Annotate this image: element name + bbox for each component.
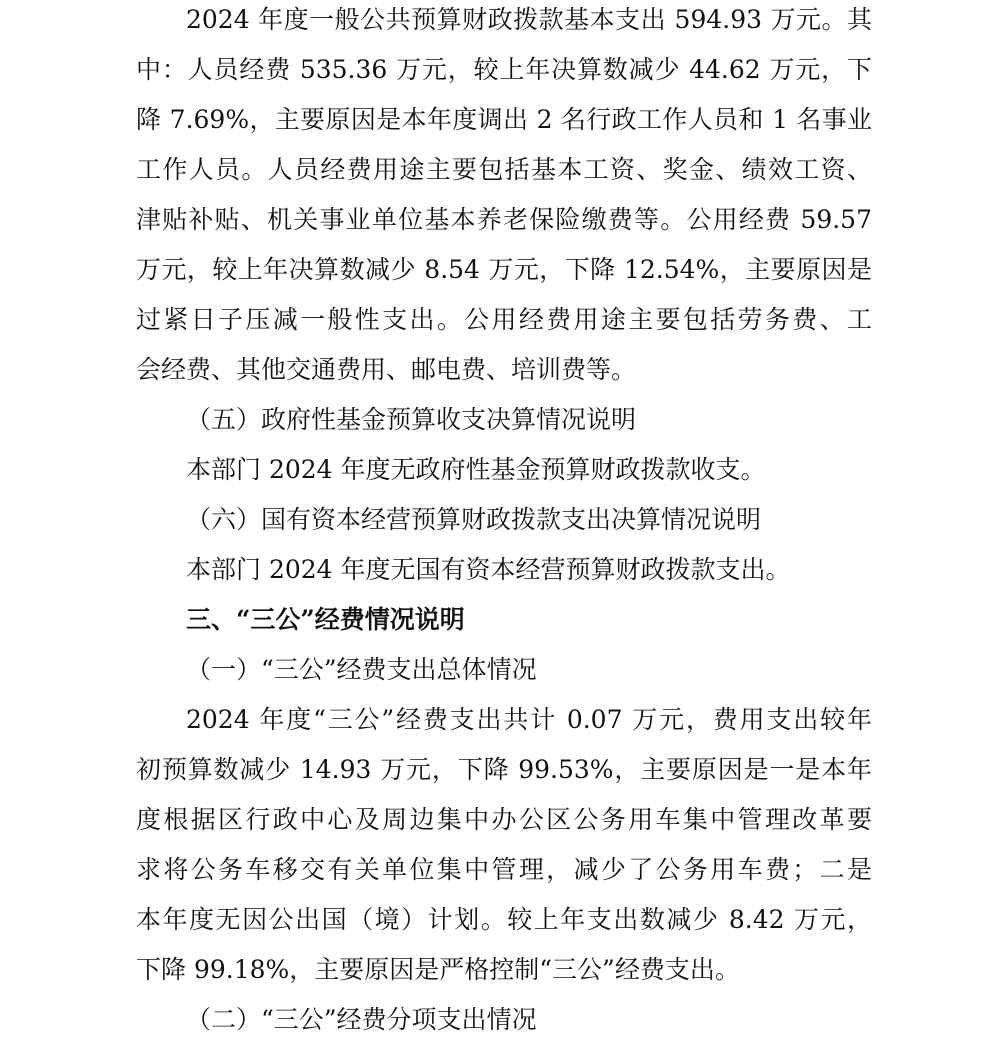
paragraph-line: 求将公务车移交有关单位集中管理，减少了公务用车费；二是 bbox=[136, 855, 872, 884]
paragraph-line: 本部门 2024 年度无国有资本经营预算财政拨款支出。 bbox=[186, 555, 791, 584]
paragraph-line: 度根据区行政中心及周边集中办公区公务用车集中管理改革要 bbox=[136, 805, 872, 834]
paragraph-line: 过紧日子压减一般性支出。公用经费用途主要包括劳务费、工 bbox=[136, 305, 872, 334]
paragraph-line: 万元，较上年决算数减少 8.54 万元，下降 12.54%，主要原因是 bbox=[136, 255, 872, 284]
paragraph-line: 降 7.69%，主要原因是本年度调出 2 名行政工作人员和 1 名事业 bbox=[136, 105, 872, 134]
paragraph-line: 工作人员。人员经费用途主要包括基本工资、奖金、绩效工资、 bbox=[136, 155, 872, 184]
paragraph-line: 下降 99.18%，主要原因是严格控制“三公”经费支出。 bbox=[136, 955, 740, 984]
paragraph-line: 本部门 2024 年度无政府性基金预算财政拨款收支。 bbox=[186, 455, 766, 484]
section-heading: （五）政府性基金预算收支决算情况说明 bbox=[186, 405, 637, 434]
paragraph-line: 本年度无因公出国（境）计划。较上年支出数减少 8.42 万元， bbox=[136, 905, 872, 934]
section-heading: （一）“三公”经费支出总体情况 bbox=[186, 655, 537, 684]
paragraph-line: 津贴补贴、机关事业单位基本养老保险缴费等。公用经费 59.57 bbox=[136, 205, 872, 234]
paragraph-line: 2024 年度一般公共预算财政拨款基本支出 594.93 万元。其 bbox=[186, 5, 872, 34]
paragraph-line: 会经费、其他交通费用、邮电费、培训费等。 bbox=[136, 355, 637, 384]
section-heading: （六）国有资本经营预算财政拨款支出决算情况说明 bbox=[186, 505, 762, 534]
paragraph-line: 初预算数减少 14.93 万元，下降 99.53%，主要原因是一是本年 bbox=[136, 755, 872, 784]
paragraph-line: 2024 年度“三公”经费支出共计 0.07 万元，费用支出较年 bbox=[186, 705, 872, 734]
chapter-heading: 三、“三公”经费情况说明 bbox=[186, 605, 465, 634]
section-heading: （二）“三公”经费分项支出情况 bbox=[186, 1005, 537, 1034]
paragraph-line: 中：人员经费 535.36 万元，较上年决算数减少 44.62 万元，下 bbox=[136, 55, 872, 84]
